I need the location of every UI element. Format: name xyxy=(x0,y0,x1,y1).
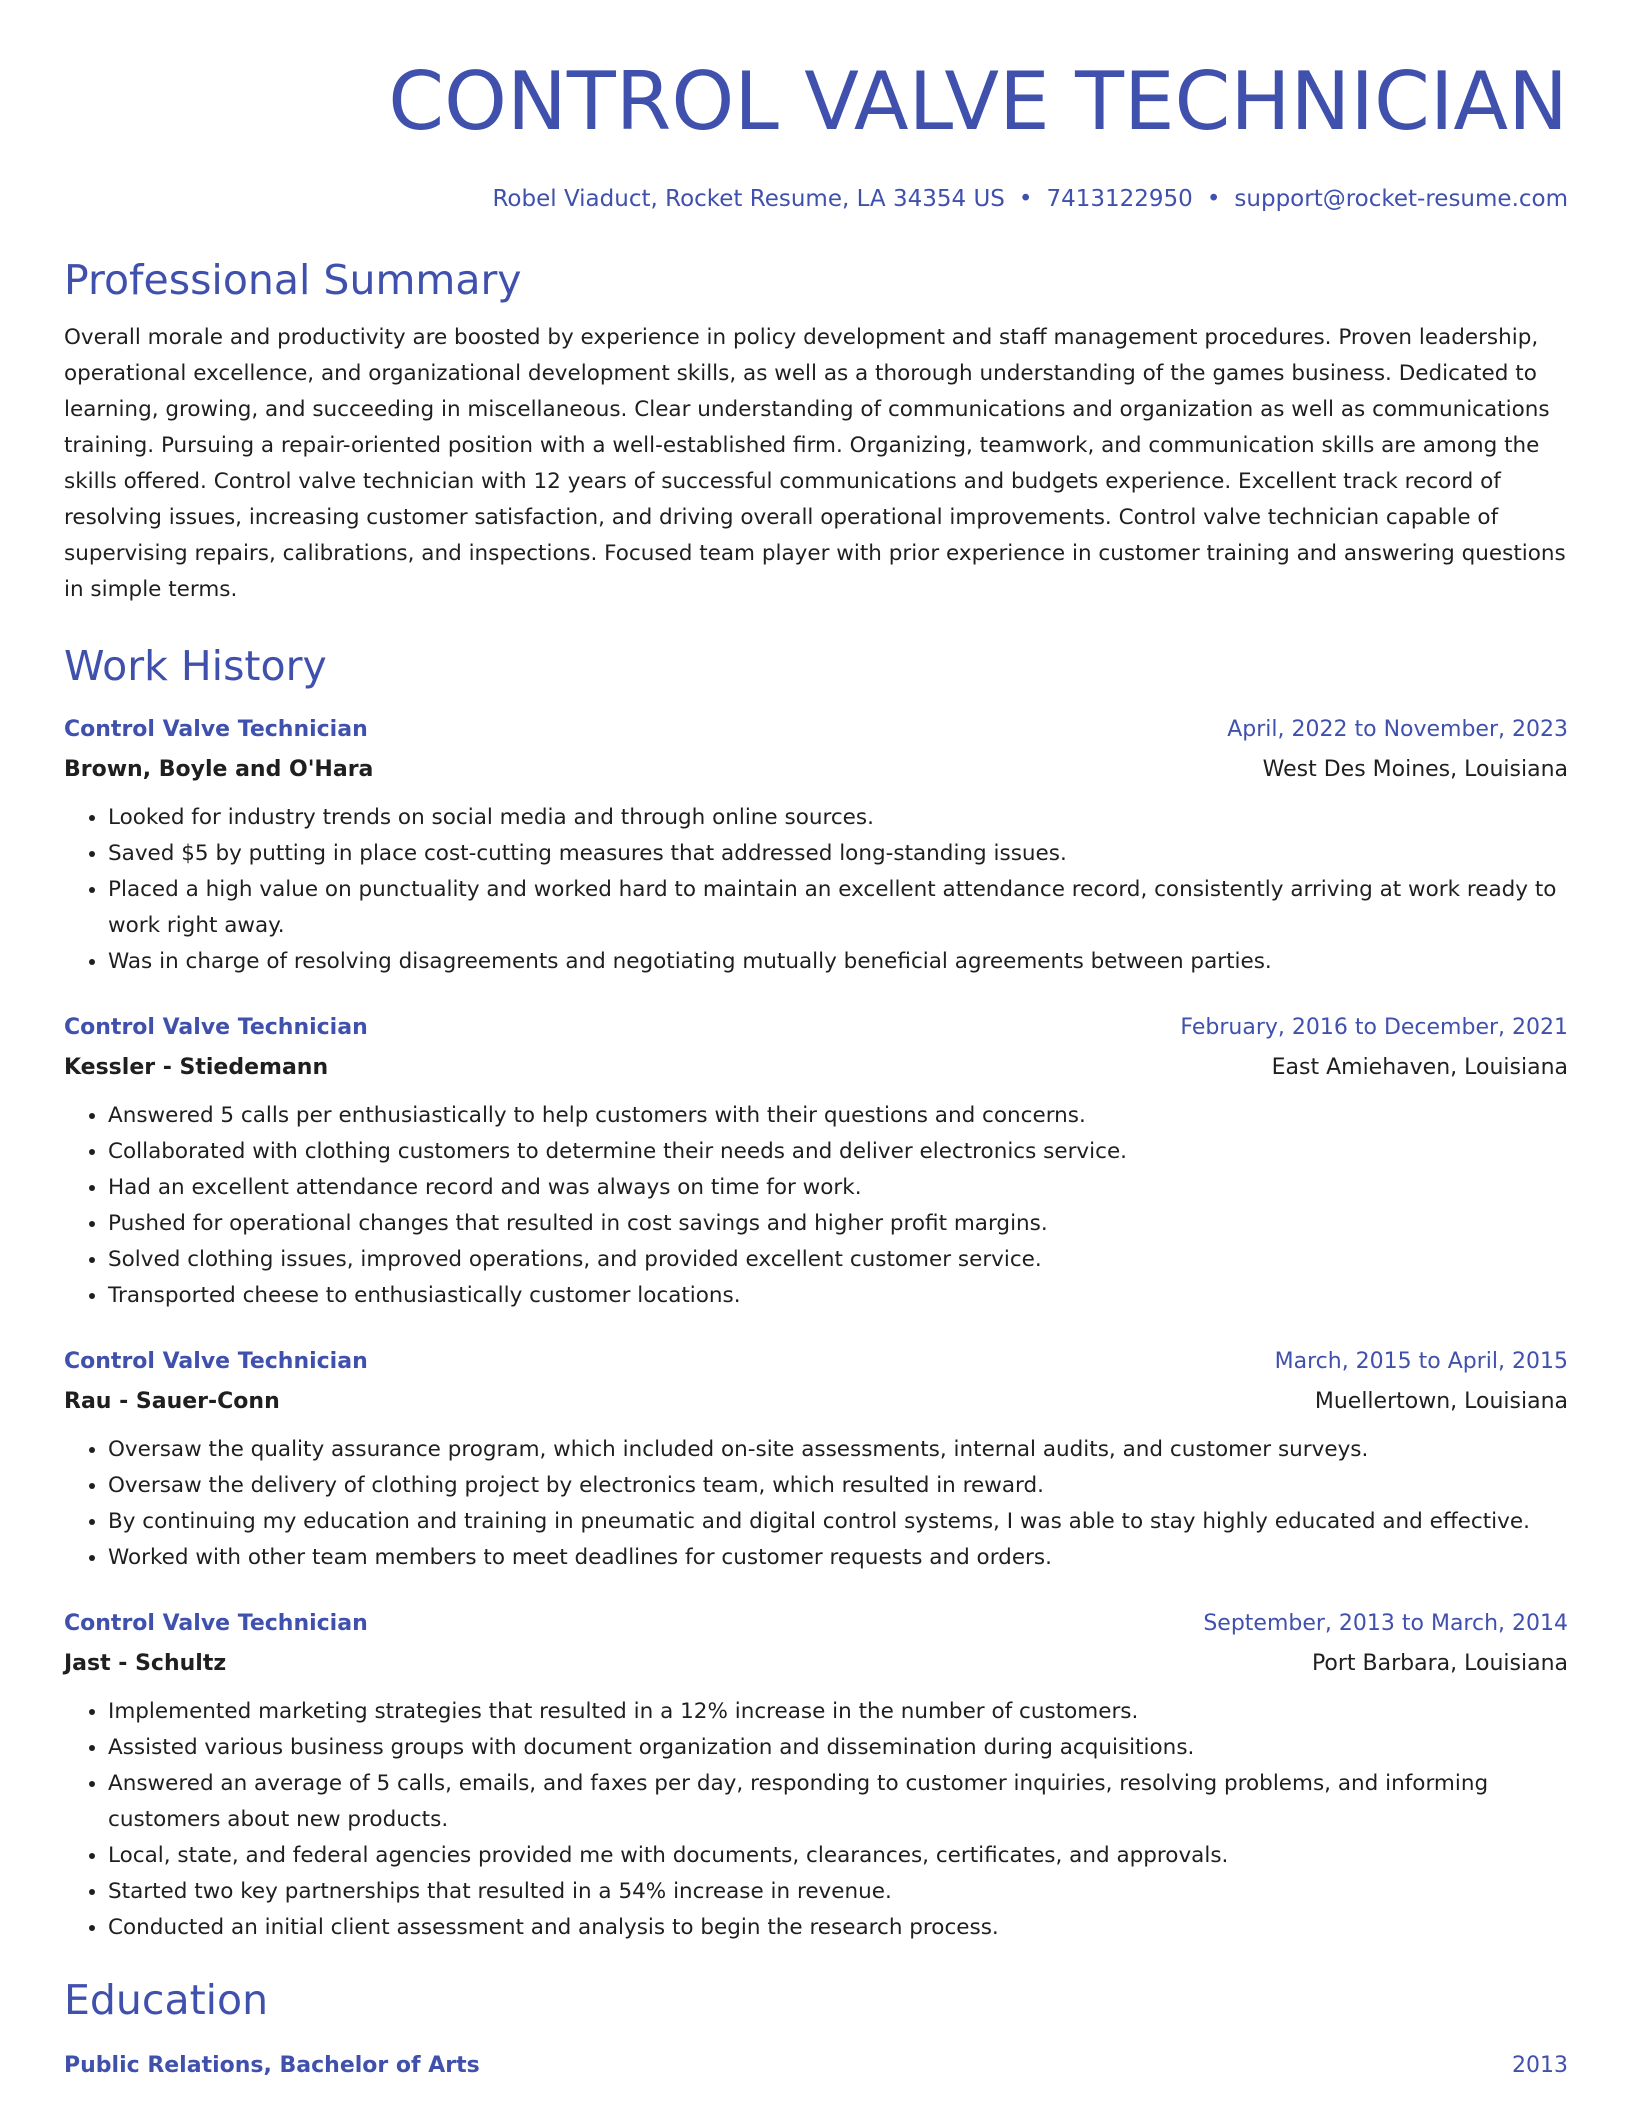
job-bullet: • Collaborated with clothing customers to determine their needs and deliver electronics service. xyxy=(108,1134,1568,1170)
job-location: Port Barbara, Louisiana xyxy=(1311,1651,1568,1676)
job-title: Control Valve Technician xyxy=(64,717,368,742)
job-bullet: • Had an excellent attendance record and was always on time for work. xyxy=(108,1170,1568,1206)
contact-phone: 7413122950 xyxy=(1046,186,1193,212)
job-bullet: • By continuing my education and training in pneumatic and digital control systems, I was able to stay highly educated and effective. xyxy=(108,1504,1568,1540)
job-bullets xyxy=(64,1694,1568,1946)
job-bullet: • Saved $5 by putting in place cost-cutting measures that addressed long-standing issues. xyxy=(108,836,1568,872)
job-bullet: • Worked with other team members to meet deadlines for customer requests and orders. xyxy=(108,1540,1568,1576)
job-entry xyxy=(64,1608,1568,1946)
contact-separator: • xyxy=(1018,186,1033,212)
job-title: Control Valve Technician xyxy=(64,1015,368,1040)
job-bullet: • Implemented marketing strategies that resulted in a 12% increase in the number of customers. xyxy=(108,1694,1568,1730)
contact-address: Robel Viaduct, Rocket Resume, LA 34354 US xyxy=(492,186,1005,212)
job-bullets xyxy=(64,800,1568,980)
summary-text: Overall morale and productivity are boosted by experience in policy development and staff management procedures. Proven leadership, operational excellence, and organizational development skills, as well as a thorough understanding of the games business. Dedicated to learning, growing, and succeeding in miscellaneous. Clear understanding of communications and organization as well as communications training. Pursuing a repair-oriented position with a well-established firm. Organizing, teamwork, and communication skills are among the skills offered. Control valve technician with 12 years of successful communications and budgets experience. Excellent track record of resolving issues, increasing customer satisfaction, and driving overall operational improvements. Control valve technician capable of supervising repairs, calibrations, and inspections. Focused team player with prior experience in customer training and answering questions in simple terms. xyxy=(64,325,1566,602)
job-bullet: • Local, state, and federal agencies provided me with documents, clearances, certificates, and approvals. xyxy=(108,1838,1568,1874)
job-title: Control Valve Technician xyxy=(64,1349,368,1374)
contact-separator: • xyxy=(1206,186,1221,212)
summary-heading: Professional Summary xyxy=(64,256,522,304)
job-bullet: • Answered 5 calls per enthusiastically to help customers with their questions and concerns. xyxy=(108,1098,1568,1134)
job-dates: March, 2015 to April, 2015 xyxy=(1274,1349,1568,1374)
job-location: Muellertown, Louisiana xyxy=(1314,1389,1568,1414)
job-location: West Des Moines, Louisiana xyxy=(1262,757,1568,782)
job-bullet: • Transported cheese to enthusiastically customer locations. xyxy=(108,1278,1568,1314)
job-location: East Amiehaven, Louisiana xyxy=(1271,1055,1568,1080)
job-dates: February, 2016 to December, 2021 xyxy=(1180,1015,1568,1040)
job-bullet: • Answered an average of 5 calls, emails, and faxes per day, responding to customer inquiries, resolving problems, and informing customers about new products. xyxy=(108,1766,1568,1838)
job-bullets xyxy=(64,1098,1568,1314)
job-bullet: • Oversaw the delivery of clothing project by electronics team, which resulted in reward. xyxy=(108,1468,1568,1504)
job-bullet: • Placed a high value on punctuality and worked hard to maintain an excellent attendance record, consistently arriving at work ready to work right away. xyxy=(108,872,1568,944)
job-company: Kessler - Stiedemann xyxy=(64,1055,329,1080)
education-entry xyxy=(64,2050,1568,2082)
job-dates: April, 2022 to November, 2023 xyxy=(1227,717,1568,742)
resume-page xyxy=(64,0,1568,2082)
education-heading: Education xyxy=(64,1976,269,2024)
job-entry xyxy=(64,1012,1568,1314)
job-bullet: • Was in charge of resolving disagreements and negotiating mutually beneficial agreements between parties. xyxy=(108,944,1568,980)
job-bullet: • Pushed for operational changes that resulted in cost savings and higher profit margins. xyxy=(108,1206,1568,1242)
contact-line xyxy=(64,184,1568,214)
job-company: Rau - Sauer-Conn xyxy=(64,1389,280,1414)
job-company: Jast - Schultz xyxy=(64,1651,227,1676)
job-bullet: • Oversaw the quality assurance program, which included on-site assessments, internal audits, and customer surveys. xyxy=(108,1432,1568,1468)
job-bullet: • Looked for industry trends on social media and through online sources. xyxy=(108,800,1568,836)
job-entry xyxy=(64,1346,1568,1576)
job-bullet: • Conducted an initial client assessment and analysis to begin the research process. xyxy=(108,1910,1568,1946)
job-dates: September, 2013 to March, 2014 xyxy=(1203,1611,1568,1636)
job-bullet: • Assisted various business groups with document organization and dissemination during acquisitions. xyxy=(108,1730,1568,1766)
work-history-heading: Work History xyxy=(64,642,327,690)
education-year: 2013 xyxy=(1512,2053,1568,2078)
education-degree: Public Relations, Bachelor of Arts xyxy=(64,2053,480,2078)
job-title: Control Valve Technician xyxy=(64,1611,368,1636)
job-entry xyxy=(64,714,1568,980)
job-bullet: • Solved clothing issues, improved operations, and provided excellent customer service. xyxy=(108,1242,1568,1278)
job-bullet: • Started two key partnerships that resulted in a 54% increase in revenue. xyxy=(108,1874,1568,1910)
contact-email: support@rocket-resume.com xyxy=(1234,186,1568,212)
job-company: Brown, Boyle and O'Hara xyxy=(64,757,374,782)
job-bullets xyxy=(64,1432,1568,1576)
resume-name: CONTROL VALVE TECHNICIAN xyxy=(388,55,1568,148)
